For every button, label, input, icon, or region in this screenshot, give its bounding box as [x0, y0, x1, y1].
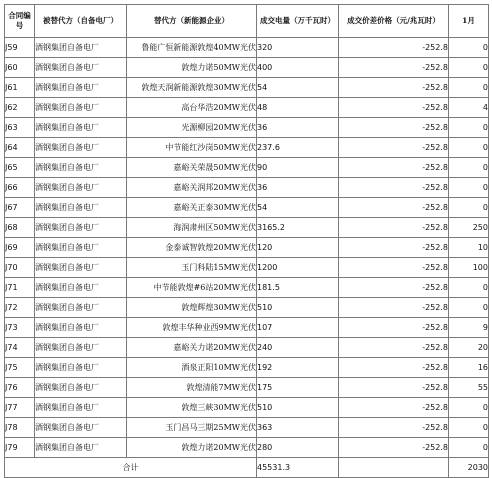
cell-price: -252.8 [339, 258, 449, 278]
cell-replaced: 酒钢集团自备电厂 [35, 98, 127, 118]
cell-contract-no: J61 [5, 78, 35, 98]
cell-jan: 16 [449, 358, 489, 378]
cell-substitute: 嘉峪关正泰30MW光伏 [127, 198, 257, 218]
cell-replaced: 酒钢集团自备电厂 [35, 238, 127, 258]
cell-substitute: 玉门科陆15MW光伏 [127, 258, 257, 278]
cell-volume: 54 [257, 198, 339, 218]
cell-volume: 175 [257, 378, 339, 398]
cell-substitute: 嘉峪关润邦20MW光伏 [127, 178, 257, 198]
cell-jan: 0 [449, 418, 489, 438]
header-substitute: 替代方（新能源企业） [127, 5, 257, 38]
cell-price: -252.8 [339, 78, 449, 98]
cell-contract-no: J63 [5, 118, 35, 138]
contract-table [4, 4, 489, 478]
document-page [4, 4, 488, 478]
header-volume: 成交电量（万千瓦时） [257, 5, 339, 38]
cell-price: -252.8 [339, 218, 449, 238]
cell-volume: 36 [257, 118, 339, 138]
cell-contract-no: J77 [5, 398, 35, 418]
table-row [5, 158, 489, 178]
table-row [5, 398, 489, 418]
cell-volume: 3165.2 [257, 218, 339, 238]
table-row [5, 98, 489, 118]
cell-jan: 0 [449, 38, 489, 58]
cell-price: -252.8 [339, 378, 449, 398]
table-row [5, 338, 489, 358]
table-row [5, 238, 489, 258]
cell-volume: 320 [257, 38, 339, 58]
cell-contract-no: J60 [5, 58, 35, 78]
cell-volume: 120 [257, 238, 339, 258]
cell-replaced: 酒钢集团自备电厂 [35, 218, 127, 238]
table-row [5, 278, 489, 298]
header-replaced: 被替代方（自备电厂） [35, 5, 127, 38]
table-header-row [5, 5, 489, 38]
cell-contract-no: J65 [5, 158, 35, 178]
cell-jan: 4 [449, 98, 489, 118]
cell-replaced: 酒钢集团自备电厂 [35, 418, 127, 438]
cell-volume: 192 [257, 358, 339, 378]
cell-contract-no: J66 [5, 178, 35, 198]
cell-jan: 0 [449, 438, 489, 458]
table-row [5, 78, 489, 98]
total-price-empty [339, 458, 449, 478]
cell-substitute: 敦煌丰华种业西9MW光伏 [127, 318, 257, 338]
cell-jan: 55 [449, 378, 489, 398]
cell-replaced: 酒钢集团自备电厂 [35, 278, 127, 298]
cell-substitute: 敦煌清能7MW光伏 [127, 378, 257, 398]
cell-price: -252.8 [339, 138, 449, 158]
cell-price: -252.8 [339, 398, 449, 418]
cell-contract-no: J71 [5, 278, 35, 298]
total-label: 合计 [5, 458, 257, 478]
cell-substitute: 光源柳园20MW光伏 [127, 118, 257, 138]
cell-volume: 1200 [257, 258, 339, 278]
cell-volume: 36 [257, 178, 339, 198]
cell-replaced: 酒钢集团自备电厂 [35, 438, 127, 458]
cell-price: -252.8 [339, 198, 449, 218]
cell-price: -252.8 [339, 418, 449, 438]
cell-contract-no: J62 [5, 98, 35, 118]
table-row [5, 178, 489, 198]
cell-volume: 280 [257, 438, 339, 458]
cell-contract-no: J74 [5, 338, 35, 358]
table-row [5, 258, 489, 278]
cell-jan: 0 [449, 138, 489, 158]
total-row [5, 458, 489, 478]
cell-replaced: 酒钢集团自备电厂 [35, 78, 127, 98]
cell-jan: 250 [449, 218, 489, 238]
cell-volume: 240 [257, 338, 339, 358]
cell-volume: 510 [257, 398, 339, 418]
cell-jan: 100 [449, 258, 489, 278]
table-row [5, 198, 489, 218]
cell-contract-no: J69 [5, 238, 35, 258]
cell-substitute: 中节能敦煌#6站20MW光伏 [127, 278, 257, 298]
cell-volume: 90 [257, 158, 339, 178]
cell-jan: 0 [449, 298, 489, 318]
cell-substitute: 金泰诚智敦煌20MW光伏 [127, 238, 257, 258]
cell-jan: 9 [449, 318, 489, 338]
cell-replaced: 酒钢集团自备电厂 [35, 318, 127, 338]
cell-jan: 0 [449, 118, 489, 138]
cell-contract-no: J78 [5, 418, 35, 438]
table-row [5, 438, 489, 458]
cell-price: -252.8 [339, 158, 449, 178]
cell-jan: 0 [449, 398, 489, 418]
cell-price: -252.8 [339, 358, 449, 378]
table-row [5, 58, 489, 78]
cell-price: -252.8 [339, 38, 449, 58]
cell-substitute: 嘉峪关力诺20MW光伏 [127, 338, 257, 358]
table-row [5, 298, 489, 318]
cell-jan: 0 [449, 78, 489, 98]
cell-volume: 363 [257, 418, 339, 438]
cell-replaced: 酒钢集团自备电厂 [35, 138, 127, 158]
cell-substitute: 敦煌三峡30MW光伏 [127, 398, 257, 418]
cell-contract-no: J67 [5, 198, 35, 218]
cell-replaced: 酒钢集团自备电厂 [35, 58, 127, 78]
cell-substitute: 嘉峪关荣晟50MW光伏 [127, 158, 257, 178]
cell-substitute: 鲁能广恒新能源敦煌40MW光伏 [127, 38, 257, 58]
cell-volume: 181.5 [257, 278, 339, 298]
cell-contract-no: J79 [5, 438, 35, 458]
total-volume: 45531.3 [257, 458, 339, 478]
cell-volume: 48 [257, 98, 339, 118]
cell-contract-no: J75 [5, 358, 35, 378]
cell-jan: 0 [449, 178, 489, 198]
table-row [5, 118, 489, 138]
table-row [5, 218, 489, 238]
cell-price: -252.8 [339, 58, 449, 78]
table-row [5, 318, 489, 338]
cell-substitute: 酒泉正阳10MW光伏 [127, 358, 257, 378]
cell-price: -252.8 [339, 338, 449, 358]
cell-jan: 0 [449, 158, 489, 178]
cell-price: -252.8 [339, 318, 449, 338]
cell-substitute: 高台华浩20MW光伏 [127, 98, 257, 118]
cell-substitute: 中节能红沙岗50MW光伏 [127, 138, 257, 158]
cell-price: -252.8 [339, 98, 449, 118]
cell-contract-no: J76 [5, 378, 35, 398]
cell-contract-no: J73 [5, 318, 35, 338]
cell-replaced: 酒钢集团自备电厂 [35, 358, 127, 378]
table-body [5, 38, 489, 478]
cell-volume: 400 [257, 58, 339, 78]
cell-volume: 510 [257, 298, 339, 318]
cell-jan: 0 [449, 278, 489, 298]
cell-replaced: 酒钢集团自备电厂 [35, 298, 127, 318]
cell-jan: 20 [449, 338, 489, 358]
total-jan: 2030 [449, 458, 489, 478]
cell-replaced: 酒钢集团自备电厂 [35, 398, 127, 418]
header-price: 成交价差价格（元/兆瓦时） [339, 5, 449, 38]
cell-substitute: 海润肃州区50MW光伏 [127, 218, 257, 238]
cell-replaced: 酒钢集团自备电厂 [35, 198, 127, 218]
cell-contract-no: J70 [5, 258, 35, 278]
cell-jan: 0 [449, 58, 489, 78]
cell-contract-no: J68 [5, 218, 35, 238]
cell-replaced: 酒钢集团自备电厂 [35, 38, 127, 58]
cell-contract-no: J59 [5, 38, 35, 58]
cell-replaced: 酒钢集团自备电厂 [35, 118, 127, 138]
cell-price: -252.8 [339, 438, 449, 458]
cell-jan: 0 [449, 198, 489, 218]
cell-price: -252.8 [339, 178, 449, 198]
cell-price: -252.8 [339, 298, 449, 318]
cell-replaced: 酒钢集团自备电厂 [35, 378, 127, 398]
cell-contract-no: J72 [5, 298, 35, 318]
cell-contract-no: J64 [5, 138, 35, 158]
cell-substitute: 敦煌辉煌30MW光伏 [127, 298, 257, 318]
header-jan: 1月 [449, 5, 489, 38]
cell-volume: 107 [257, 318, 339, 338]
cell-replaced: 酒钢集团自备电厂 [35, 338, 127, 358]
cell-substitute: 敦煌力诺50MW光伏 [127, 58, 257, 78]
header-contract-no: 合同编号 [5, 5, 35, 38]
cell-replaced: 酒钢集团自备电厂 [35, 258, 127, 278]
table-row [5, 378, 489, 398]
cell-price: -252.8 [339, 278, 449, 298]
cell-volume: 54 [257, 78, 339, 98]
cell-price: -252.8 [339, 118, 449, 138]
cell-substitute: 敦煌天润新能源敦煌30MW光伏 [127, 78, 257, 98]
cell-replaced: 酒钢集团自备电厂 [35, 178, 127, 198]
table-row [5, 38, 489, 58]
table-row [5, 138, 489, 158]
cell-volume: 237.6 [257, 138, 339, 158]
cell-jan: 10 [449, 238, 489, 258]
table-row [5, 358, 489, 378]
cell-replaced: 酒钢集团自备电厂 [35, 158, 127, 178]
table-row [5, 418, 489, 438]
cell-price: -252.8 [339, 238, 449, 258]
cell-substitute: 敦煌力诺20MW光伏 [127, 438, 257, 458]
cell-substitute: 玉门昌马三期25MW光伏 [127, 418, 257, 438]
